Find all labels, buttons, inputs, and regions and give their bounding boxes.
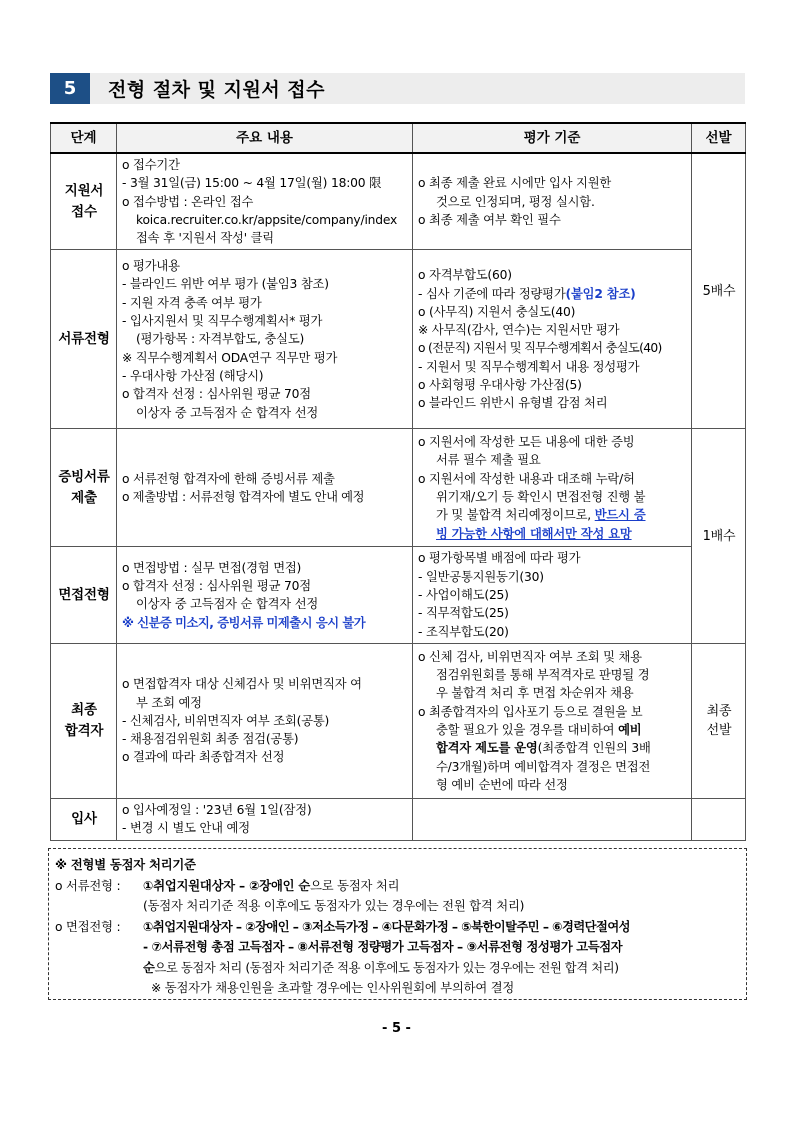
- note-title: ※ 전형별 동점자 처리기준: [55, 858, 196, 872]
- table-row: [51, 643, 746, 798]
- note-doc-label: o 서류전형 :: [55, 878, 121, 893]
- stage-document: 서류전형: [51, 250, 117, 429]
- stage-application: 지원서 접수: [51, 153, 117, 250]
- tie-break-note: ※ 전형별 동점자 처리기준 o 서류전형 : ①취업지원대상자 – ②장애인 순으로 동점자 처리 (동점자 처리기준 적용 이후에도 동점자가 있는 경우에는 전원 합격 처리) o 면접전형 : ①취업지원대상자 – ②장애인 – ③저소득가정 – ④다문화가정 – ⑤북한이탈주민 – ⑥경력단절여성 - ⑦서류전형 총점 고득점자 – ⑧서류전형 정량평가 고득점자 – ⑨서류전형 정성평가 고득점자 순으로 동점자 처리 (동점자 처리기준 적용 이후에도 동점자가 있는 경우에는 전원 합격 처리) ※ 동점자가 채용인원을 초과할 경우에는 인사위원회에 부의하여 결정: [48, 848, 747, 1000]
- section-number: 5: [50, 73, 90, 104]
- content-evidence: o 서류전형 합격자에 한해 증빙서류 제출 o 제출방법 : 서류전형 합격자에 별도 안내 예정: [117, 429, 413, 547]
- criteria-evidence: o 지원서에 작성한 모든 내용에 대한 증빙 서류 필수 제출 필요 o 지원서에 작성한 내용과 대조해 누락/허 위기재/오기 등 확인시 면접전형 진행 불 가 및 불합격 처리예정이므로, 반드시 증 빙 가능한 사항에 대해서만 작성 요망: [413, 429, 692, 547]
- header-selection: 선발: [692, 123, 746, 153]
- table-header-row: [51, 123, 746, 153]
- stage-join: 입사: [51, 798, 117, 840]
- section-title: 전형 절차 및 지원서 접수: [108, 79, 325, 101]
- criteria-interview: o 평가항목별 배점에 따라 평가 - 일반공통지원동기(30) - 사업이해도(25) - 직무적합도(25) - 조직부합도(20): [413, 547, 692, 643]
- section-heading: [50, 73, 745, 104]
- content-interview: o 면접방법 : 실무 면접(경험 면접) o 합격자 선정 : 심사위원 평균 70점 이상자 중 고득점자 순 합격자 선정 ※ 신분증 미소지, 증빙서류 미제출시 응시 불가: [117, 547, 413, 643]
- selection-document: 5배수: [692, 153, 746, 429]
- page-number: - 5 -: [382, 1021, 411, 1036]
- content-final: o 면접합격자 대상 신체검사 및 비위면직자 여 부 조회 예정 - 신체검사, 비위면직자 여부 조회(공통) - 채용점검위원회 최종 점검(공통) o 결과에 따라 최종합격자 선정: [117, 643, 413, 798]
- criteria-final: o 신체 검사, 비위면직자 여부 조회 및 채용 점검위원회를 통해 부적격자로 판명될 경 우 불합격 처리 후 면접 차순위자 채용 o 최종합격자의 입사포기 등으로 결원을 보 충할 필요가 있을 경우를 대비하여 예비 합격자 제도를 운영(최종합격 인원의 3배 수/3개월)하며 예비합격자 결정은 면접전 형 예비 순번에 따라 선정: [413, 643, 692, 798]
- stage-final: 최종 합격자: [51, 643, 117, 798]
- header-criteria: 평가 기준: [413, 123, 692, 153]
- note-interview-label: o 면접전형 :: [55, 919, 121, 934]
- criteria-application: o 최종 제출 완료 시에만 입사 지원한 것으로 인정되며, 평정 실시함. o 최종 제출 여부 확인 필수: [413, 153, 692, 250]
- criteria-document: o 자격부합도(60) - 심사 기준에 따라 정량평가(붙임2 참조) o (사무직) 지원서 충실도(40) ※ 사무직(감사, 연수)는 지원서만 평가 o (전문직) 지원서 및 직무수행계획서 충실도(40) - 지원서 및 직무수행계획서 내용 정성평가 o 사회형평 우대사항 가산점(5) o 블라인드 위반시 유형별 감점 처리: [413, 250, 692, 429]
- table-row: [51, 429, 746, 547]
- stage-interview: 면접전형: [51, 547, 117, 643]
- header-stage: 단계: [51, 123, 117, 153]
- criteria-join: [413, 798, 692, 840]
- table-row: [51, 250, 746, 429]
- selection-interview: 1배수: [692, 429, 746, 643]
- content-document: o 평가내용 - 블라인드 위반 여부 평가 (붙임3 참조) - 지원 자격 충족 여부 평가 - 입사지원서 및 직무수행계획서* 평가 (평가항목 : 자격부합도, 충실도) ※ 직무수행계획서 ODA연구 직무만 평가 - 우대사항 가산점 (해당시) o 합격자 선정 : 심사위원 평균 70점 이상자 중 고득점자 순 합격자 선정: [117, 250, 413, 429]
- table-row: [51, 153, 746, 250]
- content-application: o 접수기간 - 3월 31일(금) 15:00 ~ 4월 17일(월) 18:00 限 o 접수방법 : 온라인 접수 koica.recruiter.co.kr/appsite/company/index 접속 후 '지원서 작성' 클릭: [117, 153, 413, 250]
- table-row: [51, 547, 746, 643]
- table-row: [51, 798, 746, 840]
- selection-final: 최종 선발: [692, 643, 746, 798]
- selection-join: [692, 798, 746, 840]
- header-content: 주요 내용: [117, 123, 413, 153]
- recruit-url: koica.recruiter.co.kr/appsite/company/index: [136, 212, 398, 227]
- procedure-table: [50, 122, 746, 841]
- stage-evidence: 증빙서류 제출: [51, 429, 117, 547]
- content-join: o 입사예정일 : '23년 6월 1일(잠정) - 변경 시 별도 안내 예정: [117, 798, 413, 840]
